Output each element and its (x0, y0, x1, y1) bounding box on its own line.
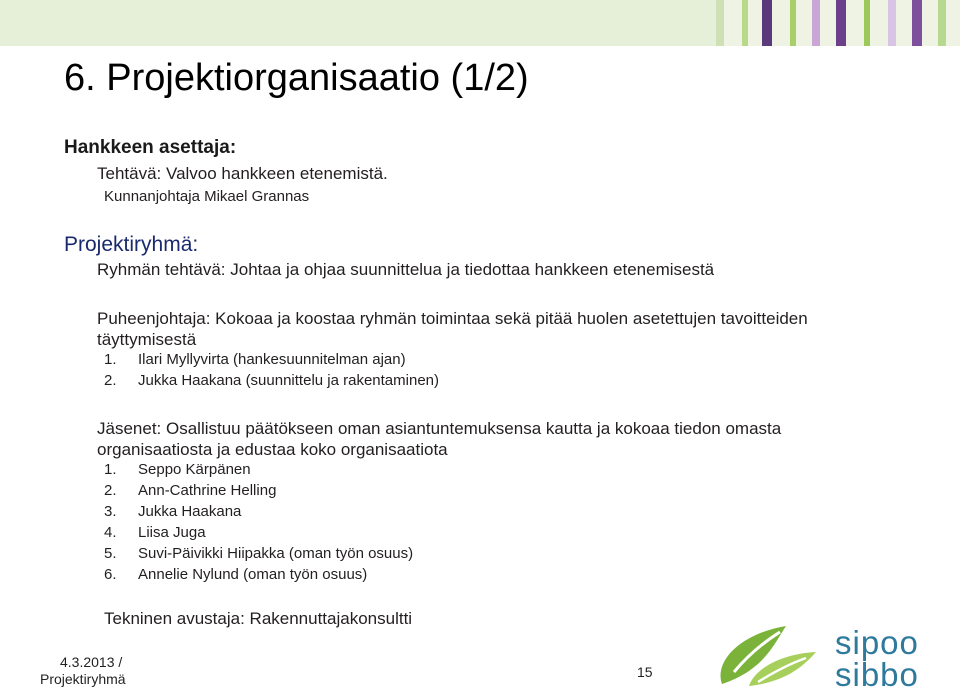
logo-text-sipoo: sipoo (835, 624, 919, 661)
list-text: Suvi-Päivikki Hiipakka (oman työn osuus) (138, 545, 414, 562)
chair-list-item (104, 350, 406, 370)
list-number: 3. (104, 503, 117, 520)
stripe-10 (938, 0, 946, 46)
stripe-7 (864, 0, 870, 46)
list-text: Ilari Myllyvirta (hankesuunnitelman ajan) (138, 351, 406, 368)
projektiryhma-task: Ryhmän tehtävä: Johtaa ja ohjaa suunnittelua ja tiedottaa hankkeen etenemisestä (97, 260, 715, 279)
technical-assistant: Tekninen avustaja: Rakennuttajakonsultti (104, 609, 413, 628)
list-text: Annelie Nylund (oman työn osuus) (138, 566, 368, 583)
member-list-item (104, 460, 251, 480)
stripe-1 (716, 0, 724, 46)
asettaja-heading: Hankkeen asettaja: (64, 137, 237, 158)
list-number: 1. (104, 461, 117, 478)
page-title: 6. Projektiorganisaatio (1/2) (64, 57, 529, 99)
logo-text-sibbo: sibbo (835, 656, 919, 693)
page-number: 15 (637, 664, 653, 680)
top-band-light (0, 0, 716, 46)
stripe-2 (742, 0, 748, 46)
member-list-item (104, 523, 206, 543)
list-number: 6. (104, 566, 117, 583)
list-text: Jukka Haakana (suunnittelu ja rakentaminen) (138, 372, 440, 389)
asettaja-person: Kunnanjohtaja Mikael Grannas (104, 188, 310, 205)
members-description-2: organisaatiosta ja edustaa koko organisaatiota (97, 440, 448, 459)
list-text: Ann-Cathrine Helling (138, 482, 277, 499)
list-number: 2. (104, 372, 117, 389)
member-list-item (104, 565, 367, 585)
list-number: 1. (104, 351, 117, 368)
member-list-item (104, 544, 413, 564)
stripe-6 (836, 0, 846, 46)
chair-description-2: täyttymisestä (97, 330, 197, 349)
member-list-item (104, 502, 241, 522)
stripe-5 (812, 0, 820, 46)
projektiryhma-heading: Projektiryhmä: (64, 233, 199, 256)
list-number: 2. (104, 482, 117, 499)
stripe-9 (912, 0, 922, 46)
stripe-8 (888, 0, 896, 46)
stripe-3 (762, 0, 772, 46)
footer-doc-name: Projektiryhmä (40, 671, 126, 687)
list-text: Liisa Juga (138, 524, 206, 541)
list-text: Jukka Haakana (138, 503, 242, 520)
chair-description-1: Puheenjohtaja: Kokoaa ja koostaa ryhmän toimintaa sekä pitää huolen asetettujen tavoitteiden (97, 309, 808, 328)
chair-list-item (104, 371, 439, 391)
list-number: 4. (104, 524, 117, 541)
list-text: Seppo Kärpänen (138, 461, 251, 478)
member-list-item (104, 481, 276, 501)
asettaja-task: Tehtävä: Valvoo hankkeen etenemistä. (97, 164, 388, 183)
members-description-1: Jäsenet: Osallistuu päätökseen oman asiantuntemuksensa kautta ja kokoaa tiedon omasta (97, 419, 782, 438)
top-color-bar (0, 0, 960, 46)
leaf-icon (694, 612, 834, 692)
footer-date: 4.3.2013 / (60, 654, 123, 670)
footer-date-block (40, 654, 126, 688)
list-number: 5. (104, 545, 117, 562)
stripe-4 (790, 0, 796, 46)
